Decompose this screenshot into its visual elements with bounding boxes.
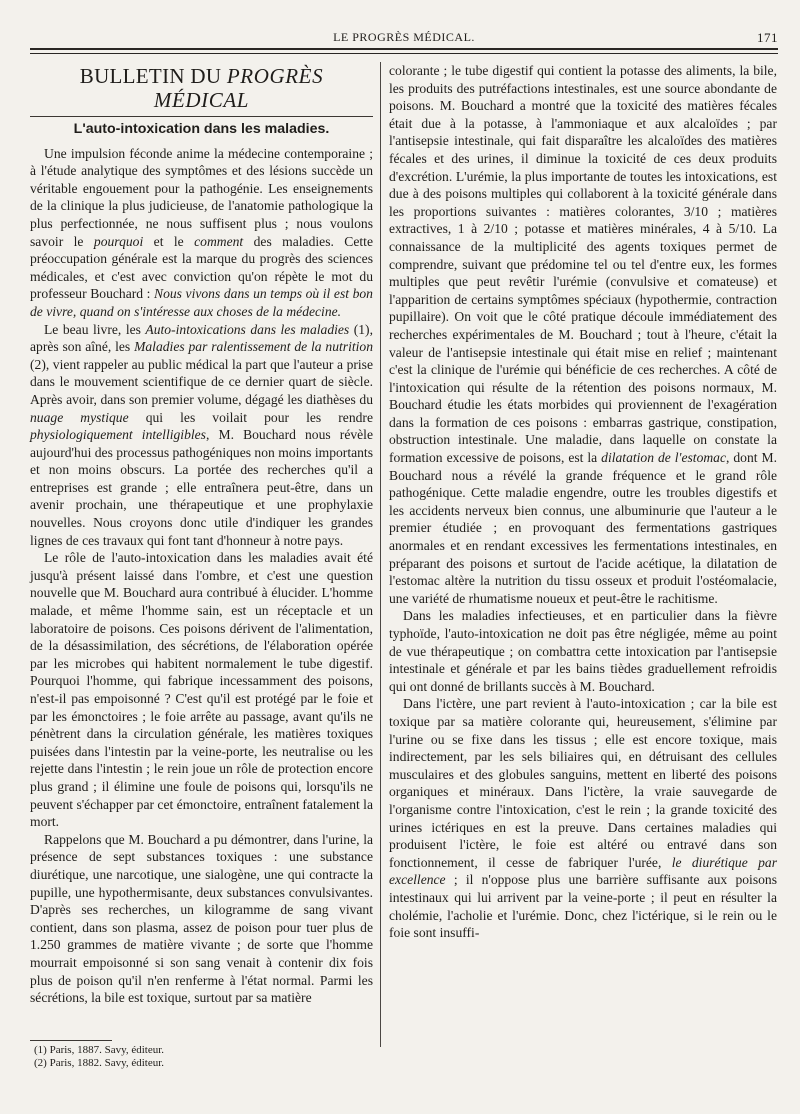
header-rule-thin — [30, 53, 778, 54]
paragraph-2: Le beau livre, les Auto-intoxications dans les maladies (1), après son aîné, les Maladies par ralentissement de la nutrition (2), vient rappeler au public médical la part que l'auteur a prise dans le mouvement scientifique de ce dernier quart de siècle. Après avoir, dans son premier volume, dégagé les diathèses du nuage mystique qui les voilait pour les rendre physiologiquement intelligibles, M. Bouchard nous révèle aujourd'hui des processus pathogéniques non moins importants et non moins obscurs. La portée des recherches qu'il a entreprises est grande ; elle entraînera peut-être, dans un avenir prochain, une thérapeutique et une prophylaxie nouvelles. Nous croyons donc utile d'indiquer les grandes lignes de ces travaux qui font tant d'honneur à notre pays. — [30, 321, 374, 548]
page-number: 171 — [757, 30, 778, 45]
header-rule-thick — [30, 48, 778, 50]
paragraph-1: Une impulsion féconde anime la médecine contemporaine ; à l'étude analytique des symptômes et des lésions succède un véritable engouement pour la pathogénie. Les enseignements de la clinique la plus judicieuse, de l'anatomie pathologique la plus perfectionnée, ne nous suffisent plus ; nous voulons savoir le pourquoi et le comment des maladies. Cette préoccupation générale est la marque du progrès des sciences médicales, et c'est avec conviction qu'on répète le mot du professeur Bouchard : Nous vivons dans un temps où il est bon de vivre, quand on s'intéresse aux choses de la médecine. — [30, 145, 373, 319]
footnote-rule — [30, 1040, 112, 1041]
footnote-2: (2) Paris, 1882. Savy, éditeur. — [34, 1057, 165, 1069]
paragraph-5: colorante ; le tube digestif qui contient la potasse des aliments, la bile, les produits des putréfactions intestinales, est une source abondante de poisons. M. Bouchard a montré que la toxicité des matières fécales était due à la potasse, à l'ammoniaque et aux alcaloïdes ; par l'antisepsie intestinale, qui fait disparaître les alcaloïdes des matières fécales et des urines, il diminue la toxicité de ces deux produits d'excrétion. L'urémie, la plus importante de toutes les intoxications, est due à des poisons multiples qui collaborent à la toxicité générale dans les proportions suivantes : matières colorantes, 3/10 ; matières extractives, 1 à 2/10 ; potasse et matières minérales, 4 à 5/10. La connaissance de la multiplicité des agents toxiques permet de comprendre, suivant que prédomine tel ou tel d'entre eux, les formes multiples que peut revêtir l'urémie (convulsive et comateuse) et l'apparition de certains symptômes spéciaux (hypothermie, contraction pupillaire). On voit que le côté pratique découle immédiatement des recherches expérimentales de M. Bouchard ; tout à l'heure, c'était la valeur de l'antisepsie intestinale qui était mise en relief ; maintenant c'est la clinique de l'urémie qui bénéficie de ces recherches. A côté de l'intoxication qui résulte de la rétention des poisons normaux, M. Bouchard étudie les états morbides qui proviennent de l'exagération dans la formation de ces poisons : embarras gastrique, constipation, obstruction intestinale. Une maladie, dans laquelle on constate la formation excessive de poisons, est la dilatation de l'estomac, dont M. Bouchard nous a révélé la grande fréquence et le grand rôle pathogénique. Cette maladie engendre, outre les troubles digestifs et les accidents nerveux bien connus, une albuminurie que l'auteur a le premier étudiée ; en provoquant des fermentations gastriques anormales et en rendant excessives les fermentations intestinales, en préparant des poisons et surtout de l'acide acétique, la dilatation de l'estomac altère la nutrition du tissu osseux et produit l'ostéomalacie, une variété de rhumatisme noueux et peut-être le rachitisme. — [389, 63, 777, 606]
journal-title: LE PROGRÈS MÉDICAL. — [333, 30, 475, 44]
bulletin-title: BULLETIN DU PROGRÈS MÉDICAL — [79, 64, 324, 112]
paragraph-7: Dans l'ictère, une part revient à l'auto-intoxication ; car la bile est toxique par sa matière colorante qui, heureusement, s'élimine par l'urine ou se fixe dans les tissus ; elle est encore toxique, mais indirectement, par les sels biliaires qui, en détruisant des cellules musculaires et des globules sanguins, mettent en liberté des poisons organiques et minéraux. Dans l'ictère, la vraie sauvegarde de l'organisme contre l'intoxication, c'est le rein ; la grande toxicité des urines ictériques en est la preuve. Dans certaines maladies qui produisent l'ictère, le foie est altéré ou entravé dans son fonctionnement, il cesse de fabriquer l'urée, le diurétique par excellence ; il n'oppose plus une barrière suffisante aux poisons intestinaux qui lui arrivent par la veine-porte ; il peut en résulter la cholémie, l'acholie et l'urémie. Donc, chez l'ictérique, si le rein ou le foie sont insuffi- — [389, 696, 777, 941]
bulletin-title-rule — [30, 116, 373, 117]
right-column — [389, 62, 777, 1044]
left-column — [30, 62, 373, 1044]
running-header — [30, 30, 778, 48]
article-title: L'auto-intoxication dans les maladies. — [73, 121, 330, 137]
paragraph-3: Le rôle de l'auto-intoxication dans les maladies avait été jusqu'à présent laissé dans l'ombre, et c'est une question nouvelle que M. Bouchard aura contribué à élucider. L'homme malade, et même l'homme sain, est un réceptacle et un laboratoire de poisons. Ces poisons dérivent de l'alimentation, de la désassimilation, des sécrétions, de l'élaboration opérée par les microbes qui habitent normalement le tube digestif. Pourquoi l'homme, qui fabrique incessamment des poisons, n'est-il pas empoisonné ? C'est qu'il est protégé par le foie et par les émonctoires ; le foie arrête au passage, avant qu'ils ne pénètrent dans la circulation générale, les matières toxiques puisées dans l'intestin par la veine-porte, les neutralise ou les rejette dans l'intestin ; le rein joue un rôle de protection encore plus grand ; il élimine une foule de poisons qui, lorsqu'ils ne peuvent s'échapper par cet émonctoire, entraînent fatalement la mort. — [30, 550, 373, 830]
footnote-1: (1) Paris, 1887. Savy, éditeur. — [34, 1044, 165, 1056]
paragraph-6: Dans les maladies infectieuses, et en particulier dans la fièvre typhoïde, l'auto-intoxication ne doit pas être négligée, même au point de vue thérapeutique ; on combattra cette intoxication par l'antisepsie intestinale et générale et par les bains tièdes graduellement refroidis qui ont donné de brillants succès à M. Bouchard. — [389, 608, 777, 694]
paragraph-4: Rappelons que M. Bouchard a pu démontrer, dans l'urine, la présence de sept substances toxiques : une substance diurétique, une narcotique, une sialogène, une qui contracte la pupille, une hypothermisante, deux substances convulsivantes. D'après ses recherches, un kilogramme de sang vivant contient, dans son plasma, assez de poison pour tuer plus de 1.250 grammes de matière vivante ; de sorte que l'homme mourrait empoisonné si son sang venait à contenir dix fois plus de poison qu'il n'en renferme à l'état normal. Parmi les sécrétions, la bile est toxique, surtout par sa matière — [30, 831, 373, 1006]
bulletin-title-italic: PROGRÈS MÉDICAL — [153, 64, 324, 112]
column-divider — [380, 62, 381, 1047]
footnotes — [30, 1044, 330, 1070]
